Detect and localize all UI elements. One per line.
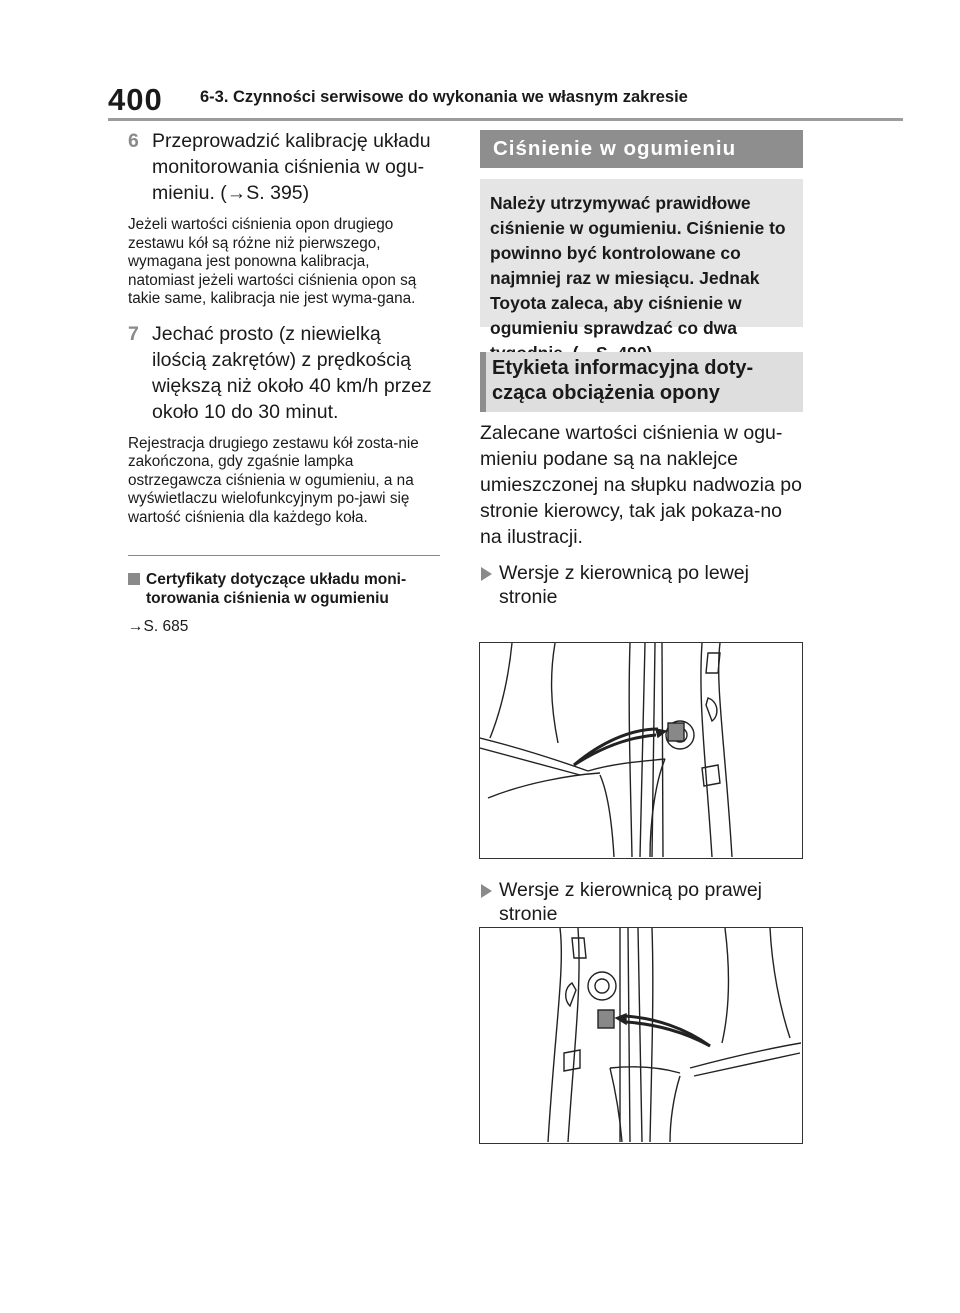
tire-label-heading	[480, 352, 803, 412]
illustration-left-hand-drive	[479, 642, 803, 859]
triangle-bullet-icon	[481, 884, 492, 898]
section-title: 6-3. Czynności serwisowe do wykonania we własnym zakresie	[200, 88, 688, 106]
step-number: 6	[128, 130, 139, 152]
variant-left-hand-drive	[480, 561, 803, 609]
variant-right-hand-drive	[480, 878, 822, 926]
header-divider	[108, 118, 903, 121]
step-7	[128, 321, 440, 425]
step-6-note: Jeżeli wartości ciśnienia opon drugiego zestawu kół są różne niż pierwszego, wymagana jest ponowna kalibracja, natomiast jeżeli wartości ciśnienia opon są takie same, kalibracja nie jest wyma-gana.	[128, 216, 417, 307]
variant-left-text: Wersje z kierownicą po lewej stronie	[499, 562, 749, 608]
page-number: 400	[108, 82, 163, 117]
square-bullet-icon	[128, 573, 140, 585]
illustration-right-hand-drive	[479, 927, 803, 1144]
step-7-note: Rejestracja drugiego zestawu kół zosta-nie zakończona, gdy zgaśnie lampka ostrzegawcza ciśnienia w ogumieniu, a na wyświetlaczu wielofunkcyjnym po-jawi się wartość ciśnienia dla każdego koła.	[128, 434, 419, 526]
heading-accent-bar	[480, 352, 486, 412]
step-text: Przeprowadzić kalibrację układu monitorowania ciśnienia w ogu-mieniu. (→S. 395)	[152, 130, 431, 204]
certificates-reference[interactable]: →S. 685	[128, 618, 189, 635]
tire-label-title: Etykieta informacyjna doty-cząca obciążenia opony	[492, 357, 754, 404]
pillar-drawing-right	[480, 928, 801, 1142]
triangle-bullet-icon	[481, 567, 492, 581]
certificates-heading	[128, 570, 440, 608]
tire-pressure-info-box: Należy utrzymywać prawidłowe ciśnienie w ogumieniu. Ciśnienie to powinno być kontrolowane co najmniej raz w miesiącu. Jednak Toyota zaleca, aby ciśnienie w ogumieniu sprawdzać co dwa	[480, 179, 803, 327]
section-divider	[128, 555, 440, 556]
left-column	[128, 128, 440, 636]
variant-right-text: Wersje z kierownicą po prawej stronie	[499, 879, 762, 925]
right-column	[480, 130, 803, 609]
step-6	[128, 128, 440, 206]
step-text: Jechać prosto (z niewielką ilością zakrętów) z prędkością większą niż około 40 km/h przez około 10 do 30 minut.	[152, 322, 432, 423]
tire-label-paragraph: Zalecane wartości ciśnienia w ogu-mieniu podane są na naklejce umieszczonej na słupku nadwozia po stronie kierowcy, tak jak pokaza-no na ilustracji.	[480, 422, 802, 548]
pillar-drawing-left	[480, 643, 801, 857]
certificates-title: Certyfikaty dotyczące układu moni-torowania ciśnienia w ogumieniu	[146, 571, 407, 607]
tire-pressure-heading: Ciśnienie w ogumieniu	[480, 130, 803, 168]
step-number: 7	[128, 322, 139, 345]
page-header	[108, 82, 903, 122]
